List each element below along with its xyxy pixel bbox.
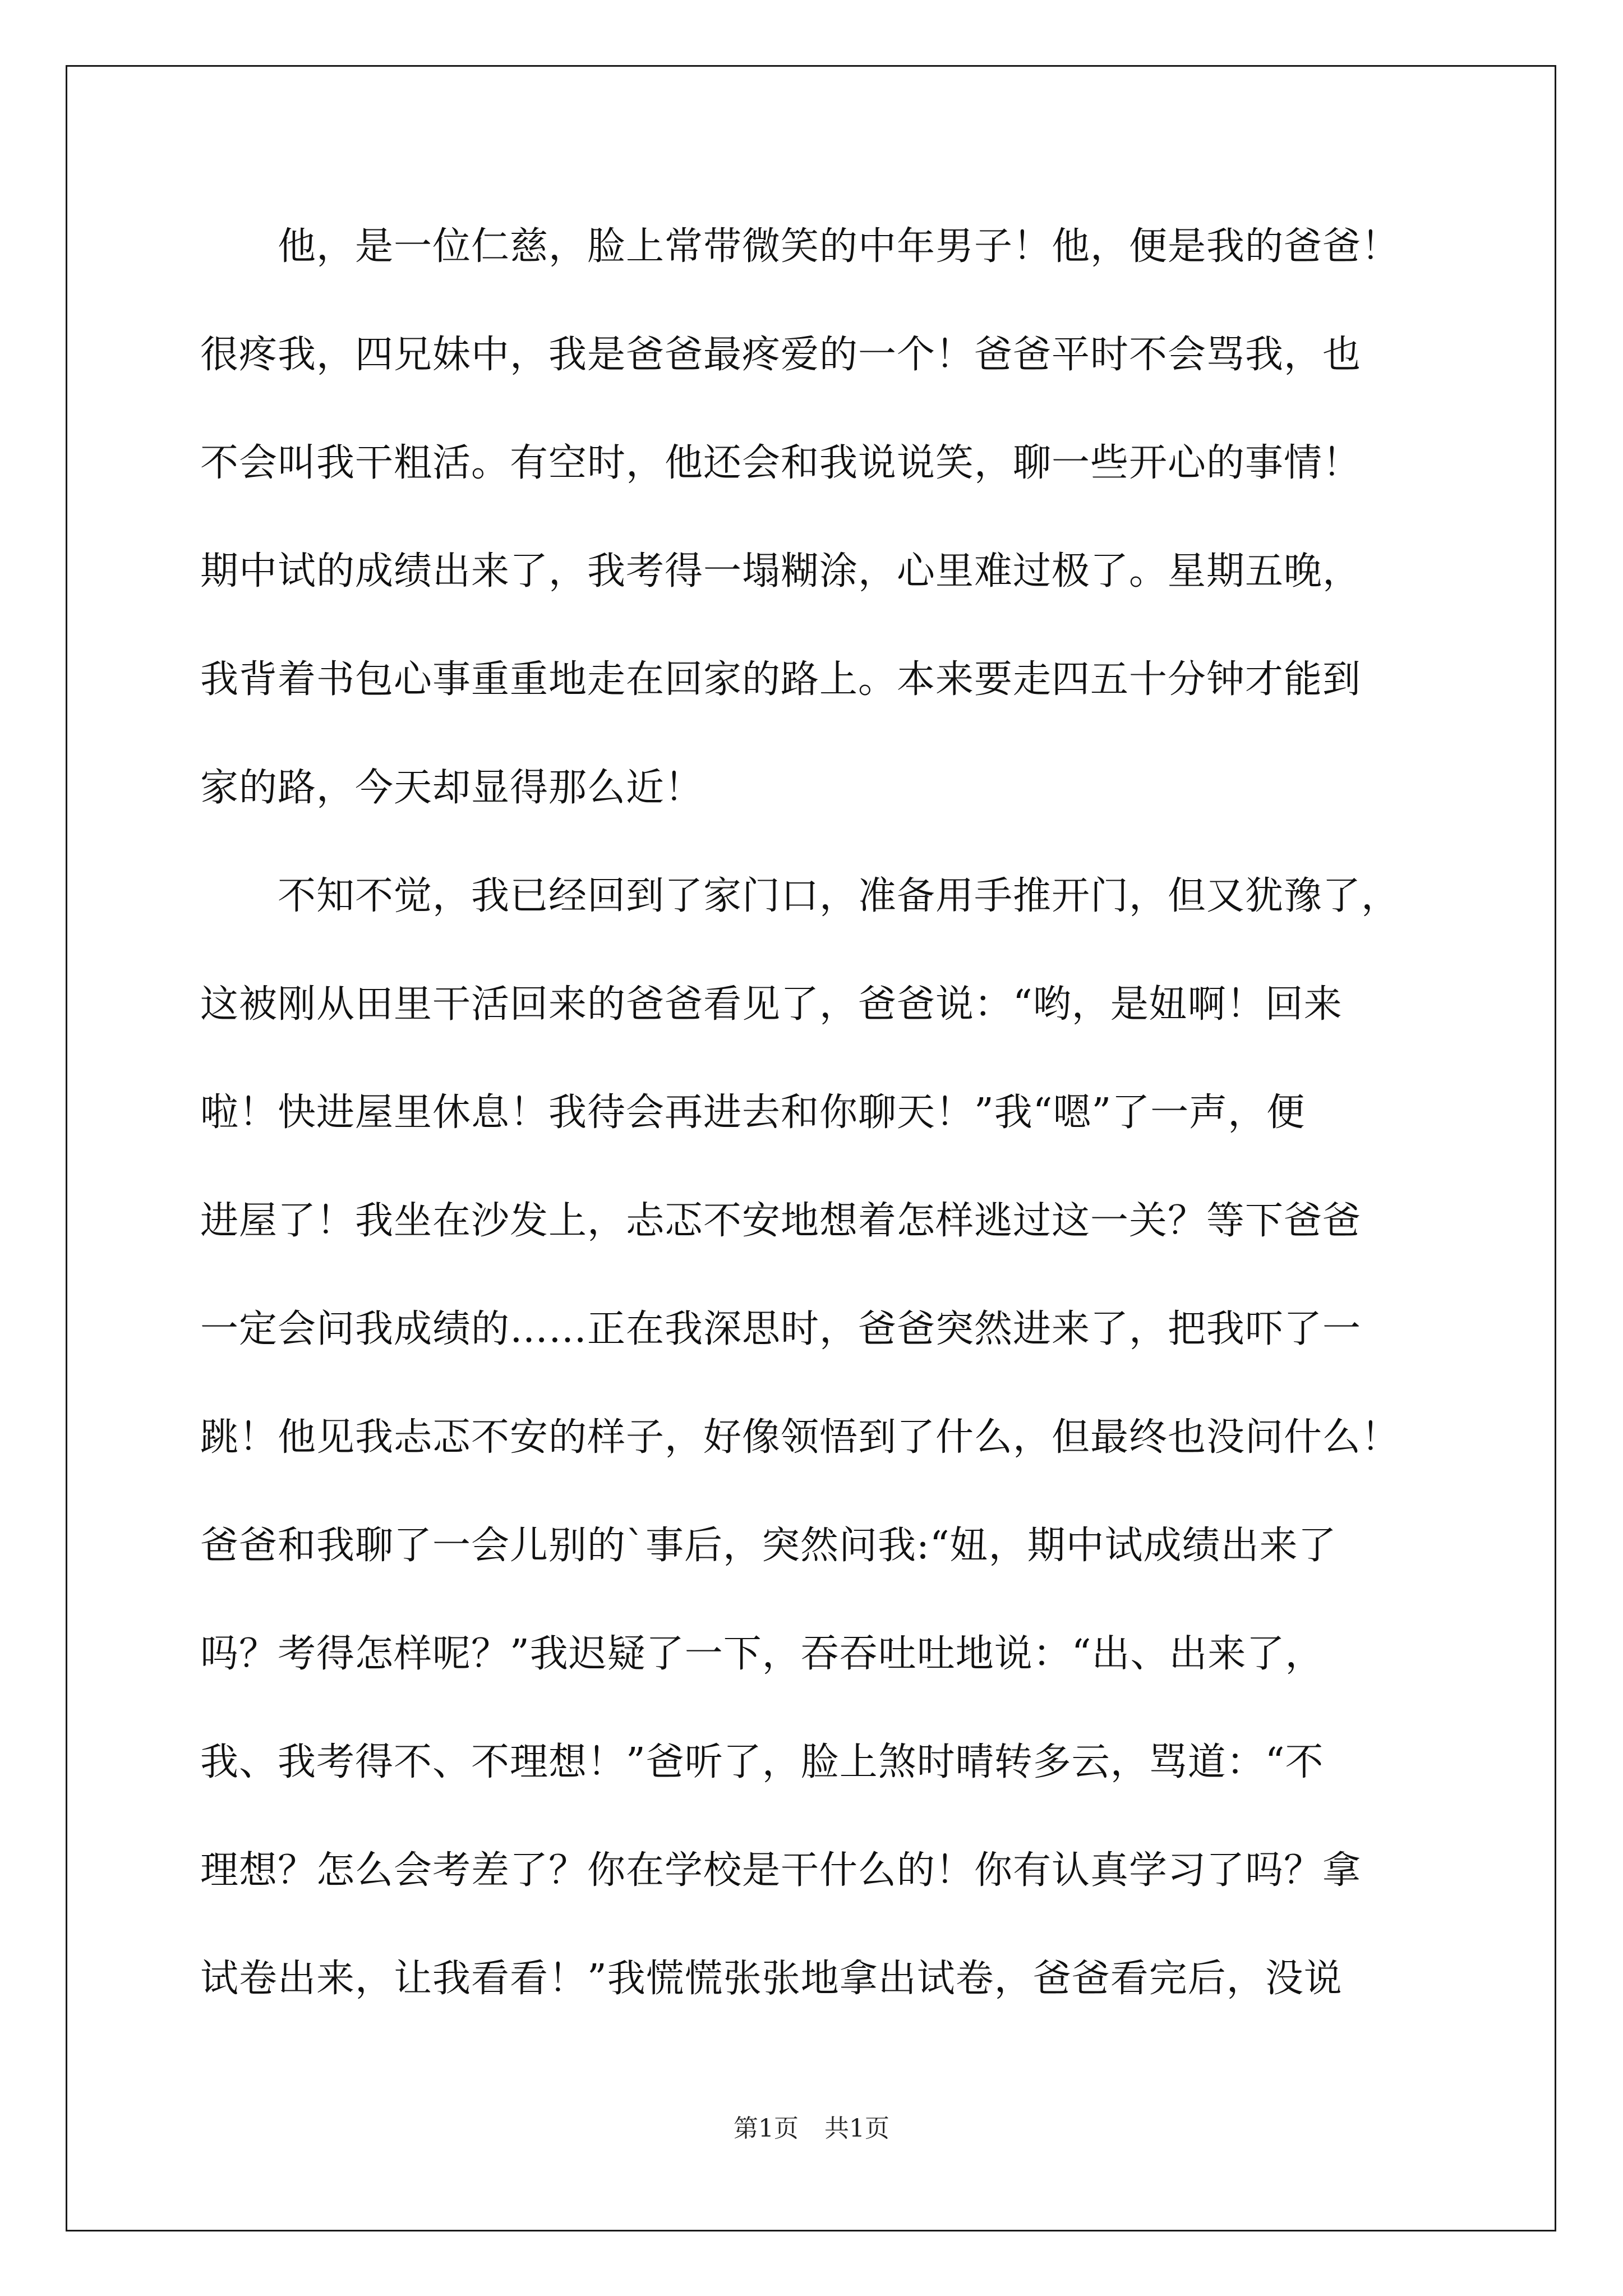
text-line: 跳！他见我忐忑不安的样子，好像领悟到了什么，但最终也没问什么！ [200, 1415, 1400, 1460]
text-line: 很疼我，四兄妹中，我是爸爸最疼爱的一个！爸爸平时不会骂我，也 [200, 333, 1362, 377]
page-total: 共1页 [824, 2114, 889, 2143]
text-line: 我背着书包心事重重地走在回家的路上。本来要走四五十分钟才能到 [200, 657, 1362, 702]
text-line: 进屋了！我坐在沙发上，忐忑不安地想着怎样逃过这一关？等下爸爸 [200, 1199, 1362, 1243]
page-footer [0, 2112, 1623, 2146]
text-line: 爸爸和我聊了一会儿别的`事后，突然问我:“妞，期中试成绩出来了 [200, 1524, 1337, 1568]
text-line: 这被刚从田里干活回来的爸爸看见了，爸爸说：“哟，是妞啊！回来 [200, 982, 1343, 1027]
text-line: 他，是一位仁慈，脸上常带微笑的中年男子！他，便是我的爸爸！ [200, 224, 1400, 269]
text-line: 期中试的成绩出来了，我考得一塌糊涂，心里难过极了。星期五晚， [200, 549, 1362, 593]
text-line: 吗？考得怎样呢？”我迟疑了一下，吞吞吐吐地说：“出、出来了， [200, 1632, 1324, 1676]
page-border [66, 65, 1556, 2231]
text-line: 啦！快进屋里休息！我待会再进去和你聊天！”我“嗯”了一声，便 [200, 1091, 1306, 1135]
text-line: 我、我考得不、不理想！”爸听了，脸上煞时晴转多云，骂道：“不 [200, 1740, 1324, 1784]
text-line: 不会叫我干粗活。有空时，他还会和我说说笑，聊一些开心的事情！ [200, 441, 1362, 485]
page-number: 第1页 [734, 2114, 799, 2143]
text-line: 理想？怎么会考差了？你在学校是干什么的！你有认真学习了吗？拿 [200, 1848, 1362, 1893]
text-line: 不知不觉，我已经回到了家门口，准备用手推开门，但又犹豫了， [200, 874, 1400, 918]
text-line: 试卷出来，让我看看！”我慌慌张张地拿出试卷，爸爸看完后，没说 [200, 1957, 1343, 2001]
text-line: 一定会问我成绩的……正在我深思时，爸爸突然进来了，把我吓了一 [200, 1307, 1362, 1351]
text-line: 家的路，今天却显得那么近！ [200, 766, 704, 810]
